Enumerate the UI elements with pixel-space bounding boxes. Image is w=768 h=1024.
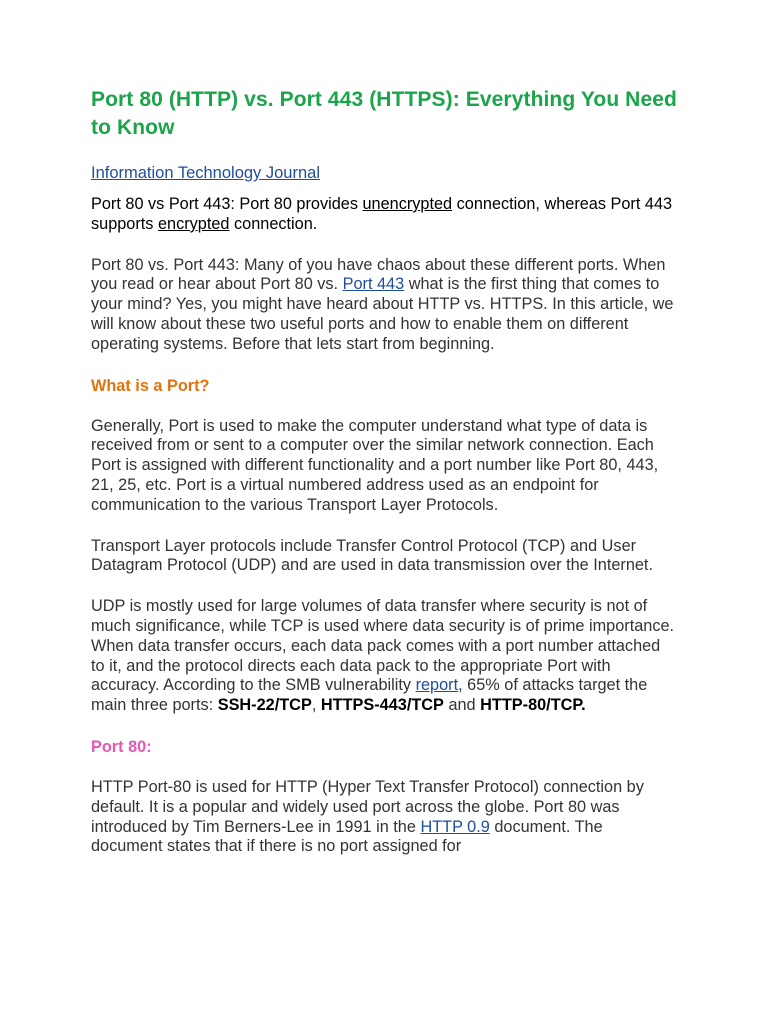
lead-text-3: connection.: [229, 214, 318, 233]
udp-text-2: , 65% of attacks target the main three ports:: [91, 676, 648, 715]
intro-text-1: Port 80 vs. Port 443: Many of you have chaos about these different ports. When you read or hear about Port 80 vs.: [91, 255, 666, 294]
encrypted-underline: encrypted: [157, 214, 230, 233]
port-443-link[interactable]: Port 443: [342, 275, 405, 294]
journal-link[interactable]: Information Technology Journal: [91, 164, 321, 182]
intro-text-2: what is the first thing that comes to your mind? Yes, you might have heard about HTTP vs. HTTPS. In this article, we will know about these two useful ports and how to enable them on different operating systems. Before that lets start from beginning.: [91, 275, 674, 353]
port-paragraph-2: Transport Layer protocols include Transfer Control Protocol (TCP) and User Datagram Protocol (UDP) and are used in data transmission over the Internet.: [91, 536, 653, 575]
udp-text-1: UDP is mostly used for large volumes of data transfer where security is not of much significance, while TCP is used where data security is of prime importance. When data transfer occurs, each data pack comes with a port number attached to it, and the protocol directs each data pack to the appropriate Port with accuracy. According to the SMB vulnerability: [91, 597, 675, 695]
lead-paragraph: [91, 195, 678, 235]
udp-sep-2: and: [443, 696, 481, 715]
port80-text-1: HTTP Port-80 is used for HTTP (Hyper Text Transfer Protocol) connection by default. It is a popular and widely used port across the globe. Port 80 was introduced by Tim Berners-Lee in 1991 in the: [91, 777, 644, 836]
ssh-port-bold: SSH-22/TCP: [217, 696, 312, 715]
lead-text-1: Port 80 vs Port 443: Port 80 provides: [91, 195, 363, 213]
report-link[interactable]: report: [415, 676, 459, 695]
port80-paragraph: [91, 778, 678, 857]
unencrypted-underline: unencrypted: [362, 195, 453, 213]
udp-sep-1: ,: [311, 696, 321, 715]
article-title: Port 80 (HTTP) vs. Port 443 (HTTPS): Everything You Need to Know: [91, 88, 677, 139]
intro-paragraph: [91, 256, 678, 355]
heading-what-is-port: What is a Port?: [91, 376, 210, 395]
http-09-link[interactable]: HTTP 0.9: [420, 817, 490, 836]
heading-port-80: Port 80:: [91, 737, 152, 756]
udp-paragraph: [91, 597, 678, 716]
port80-text-2: document. The document states that if there is no port assigned for: [91, 817, 603, 856]
http-port-bold: HTTP-80/TCP.: [480, 696, 586, 715]
port-paragraph-1: Generally, Port is used to make the computer understand what type of data is received from or sent to a computer over the similar network connection. Each Port is assigned with different functionality and a port number like Port 80, 443, 21, 25, etc. Port is a virtual numbered address used as an endpoint for communication to the various Transport Layer Protocols.: [91, 416, 659, 514]
https-port-bold: HTTPS-443/TCP: [320, 696, 444, 715]
lead-text-2: connection, whereas Port 443 supports: [91, 195, 673, 233]
